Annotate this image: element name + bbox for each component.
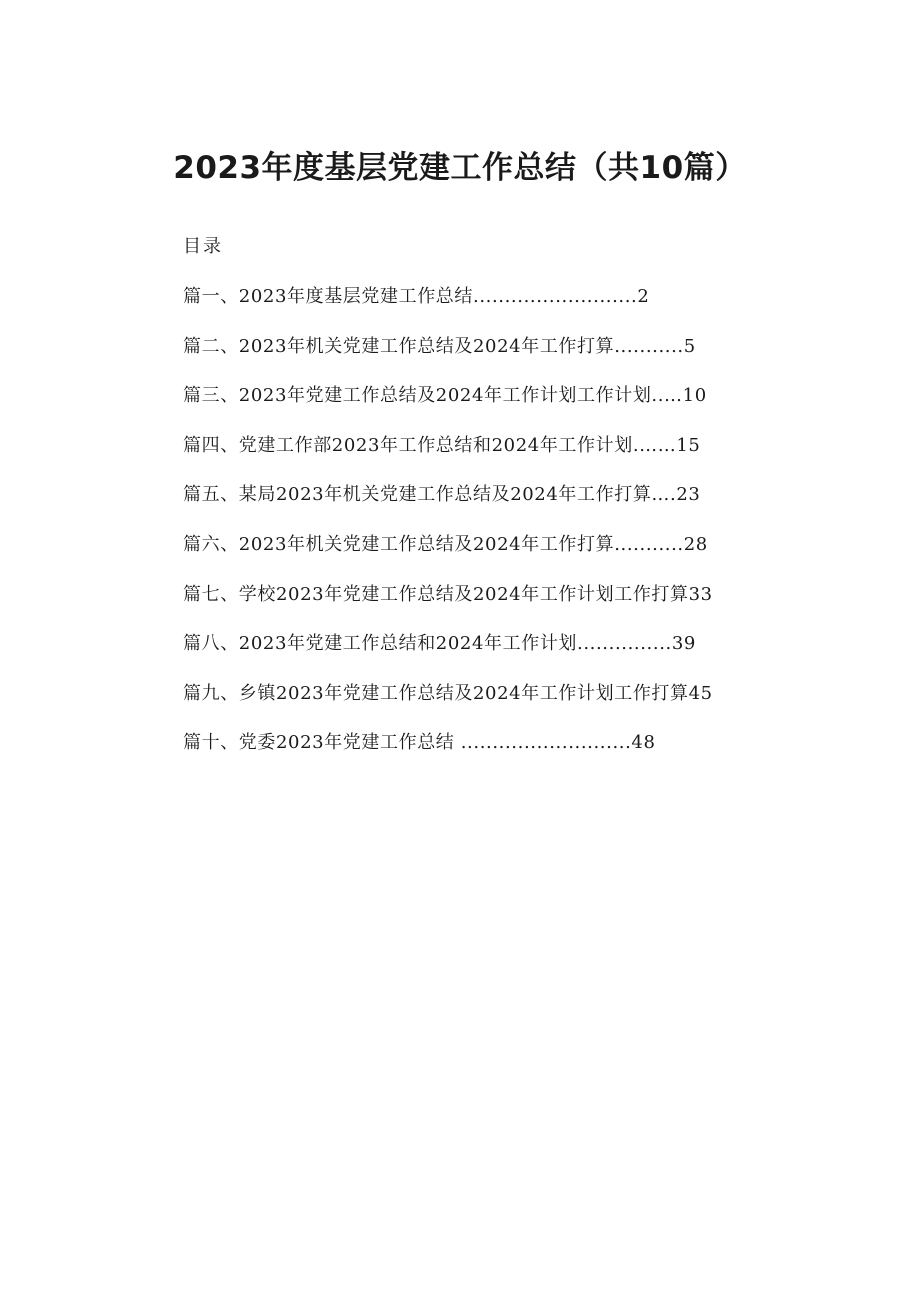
toc-entry-6[interactable] xyxy=(183,530,783,580)
toc-entry-text: 篇五、某局2023年机关党建工作总结及2024年工作打算….23 xyxy=(183,484,701,506)
toc-entry-7[interactable] xyxy=(183,580,783,630)
toc-entry-4[interactable] xyxy=(183,431,783,481)
toc-entry-2[interactable] xyxy=(183,332,783,382)
toc-entry-9[interactable] xyxy=(183,679,783,729)
toc-entry-text: 篇八、2023年党建工作总结和2024年工作计划...............39 xyxy=(183,633,696,655)
toc-entry-text: 篇二、2023年机关党建工作总结及2024年工作打算...........5 xyxy=(183,335,696,357)
toc-entry-text: 篇九、乡镇2023年党建工作总结及2024年工作计划工作打算45 xyxy=(183,682,713,704)
toc-heading: 目录 xyxy=(183,236,223,257)
document-title: 2023年度基层党建工作总结（共10篇） xyxy=(173,150,747,186)
table-of-contents xyxy=(183,282,783,778)
toc-entry-text: 篇三、2023年党建工作总结及2024年工作计划工作计划..…10 xyxy=(183,385,707,407)
toc-entry-text: 篇七、学校2023年党建工作总结及2024年工作计划工作打算33 xyxy=(183,583,713,605)
toc-entry-10[interactable] xyxy=(183,728,783,778)
toc-entry-3[interactable] xyxy=(183,381,783,431)
toc-entry-1[interactable] xyxy=(183,282,783,332)
toc-entry-text: 篇六、2023年机关党建工作总结及2024年工作打算...........28 xyxy=(183,533,708,555)
toc-entry-5[interactable] xyxy=(183,480,783,530)
toc-entry-8[interactable] xyxy=(183,629,783,679)
toc-entry-text: 篇四、党建工作部2023年工作总结和2024年工作计划.……15 xyxy=(183,434,701,456)
toc-entry-text: 篇十、党委2023年党建工作总结 ...........................48 xyxy=(183,732,656,754)
toc-entry-text: 篇一、2023年度基层党建工作总结..........................2 xyxy=(183,286,650,307)
